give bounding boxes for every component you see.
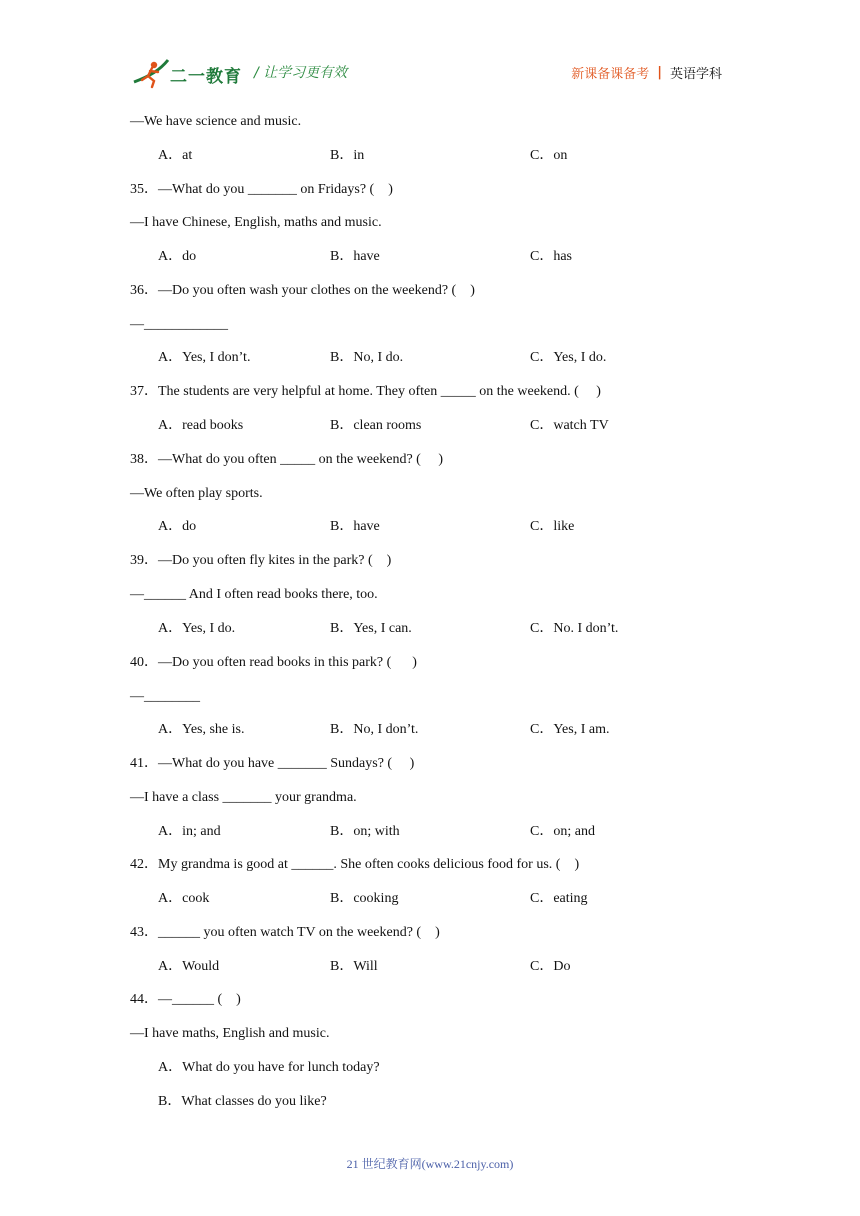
logo-text: 二一教育 <box>170 67 242 87</box>
option-b: B．What classes do you like? <box>158 1094 327 1109</box>
question-42: 42．My grandma is good at ______. She often cooks delicious food for us. ( ) <box>130 857 580 872</box>
option-b: B．No, I do. <box>330 350 404 365</box>
option-a: A．do <box>158 519 197 534</box>
option-c: C．No. I don’t. <box>530 621 619 636</box>
answer-line: —________ <box>130 689 200 704</box>
answer-line: —______ And I often read books there, too. <box>130 587 378 602</box>
option-c: C．Yes, I do. <box>530 350 607 365</box>
option-b: B．No, I don’t. <box>330 722 419 737</box>
page-header <box>0 0 860 100</box>
option-b: B．clean rooms <box>330 418 422 433</box>
option-b: B．Yes, I can. <box>330 621 412 636</box>
option-a: A．do <box>158 249 197 264</box>
answer-line: —____________ <box>130 317 228 332</box>
question-36: 36．—Do you often wash your clothes on the weekend? ( ) <box>130 283 475 298</box>
header-category: 新课备课备考 <box>571 67 650 82</box>
answer-line: —I have Chinese, English, maths and music. <box>130 215 382 230</box>
question-40: 40．—Do you often read books in this park? ( ) <box>130 655 417 670</box>
option-c: C．Do <box>530 959 571 974</box>
option-b: B．on; with <box>330 824 400 839</box>
answer-line: —We have science and music. <box>130 114 302 129</box>
question-37: 37．The students are very helpful at home. They often _____ on the weekend. ( ) <box>130 384 601 399</box>
option-b: B．Will <box>330 959 378 974</box>
option-a: A．Yes, she is. <box>158 722 245 737</box>
question-43: 43．______ you often watch TV on the weekend? ( ) <box>130 925 440 940</box>
option-b: B．have <box>330 249 380 264</box>
option-a: A．cook <box>158 891 210 906</box>
option-c: C．eating <box>530 891 588 906</box>
option-c: C．watch TV <box>530 418 609 433</box>
question-38: 38．—What do you often _____ on the weekend? ( ) <box>130 452 443 467</box>
question-35: 35．—What do you _______ on Fridays? ( ) <box>130 182 393 197</box>
option-a: A．in; and <box>158 824 221 839</box>
option-a: A．Yes, I do. <box>158 621 236 636</box>
option-c: C．on <box>530 148 568 163</box>
option-c: C．Yes, I am. <box>530 722 610 737</box>
header-subject: 英语学科 <box>669 67 722 82</box>
option-a: A．read books <box>158 418 244 433</box>
header-right <box>571 63 722 82</box>
option-c: C．has <box>530 249 572 264</box>
option-c: C．on; and <box>530 824 595 839</box>
option-a: A．Yes, I don’t. <box>158 350 251 365</box>
option-a: A．at <box>158 148 193 163</box>
header-separator: | <box>657 65 662 80</box>
option-a: A．Would <box>158 959 220 974</box>
option-b: B．have <box>330 519 380 534</box>
answer-line: —We often play sports. <box>130 486 263 501</box>
option-b: B．cooking <box>330 891 399 906</box>
question-39: 39．—Do you often fly kites in the park? ( ) <box>130 553 392 568</box>
question-41: 41．—What do you have _______ Sundays? ( ) <box>130 756 415 771</box>
page-footer: 21 世纪教育网(www.21cnjy.com) <box>346 1157 514 1171</box>
header-slogan: / 让学习更有效 <box>254 65 348 81</box>
option-c: C．like <box>530 519 575 534</box>
answer-line: —I have maths, English and music. <box>130 1026 330 1041</box>
option-b: B．in <box>330 148 365 163</box>
answer-line: —I have a class _______ your grandma. <box>130 790 357 805</box>
question-44: 44．—______ ( ) <box>130 992 241 1007</box>
option-a: A．What do you have for lunch today? <box>158 1060 380 1075</box>
